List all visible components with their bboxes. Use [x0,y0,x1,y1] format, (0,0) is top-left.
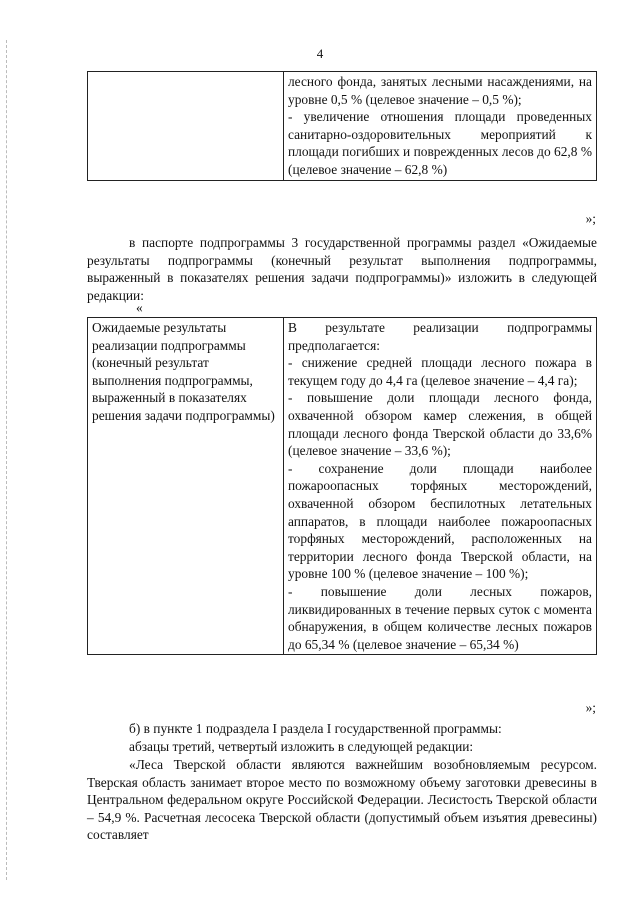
continuation-table [87,71,597,181]
table1-item: лесного фонда, занятых лесными насаждениями, на уровне 0,5 % (целевое значение – 0,5 %); [288,74,592,107]
table2-left-cell: Ожидаемые результаты реализации подпрограммы (конечный результат выполнения подпрограммы, выраженный в показателях решения задачи подпрограммы) [88,318,284,655]
table2-item: В результате реализации подпрограммы предполагается: [288,320,592,353]
table2-item: - повышение доли лесных пожаров, ликвидированных в течение первых суток с момента обнаружения, в общем количестве лесных пожаров до 65,34 % (целевое значение – 65,34 %) [288,583,592,652]
paragraph-subprogram-3: в паспорте подпрограммы 3 государственной программы раздел «Ожидаемые результаты подпрограммы (конечный результат выполнения подпрограммы, выраженный в показателях решения задачи подпрограммы)» изложить в следующей редакции: [87,235,597,303]
paragraph-item-b: б) в пункте 1 подраздела I раздела I государственной программы: [129,721,502,736]
closing-quote-1: »; [585,211,596,226]
page-number: 4 [316,46,324,61]
paragraph-abzacy: абзацы третий, четвертый изложить в следующей редакции: [129,739,474,754]
closing-quote-2: »; [585,700,596,715]
scan-margin-marks [6,40,10,880]
table2-item: - повышение доли площади лесного фонда, охваченной обзором камер слежения, в общей площади лесного фонда Тверской области до 33,6% (целевое значение – 33,6 %); [288,390,592,459]
table1-left-cell [88,72,284,181]
paragraph-forests: «Леса Тверской области являются важнейшим возобновляемым ресурсом. Тверская область занимает второе место по возможному объему заготовки древесины в Центральном федеральном округе Российской Федерации. Лесистость Тверской области – 54,9 %. Расчетная лесосека Тверской области (допустимый объем изъятия древесины) составляет [87,757,597,843]
table2-item: - сохранение доли площади наиболее пожароопасных торфяных месторождений, охваченной обзором беспилотных летательных аппаратов, в площади наиболее пожароопасных торфяных месторождений, расположенных на территории лесного фонда Тверской области, на уровне 100 % (целевое значение – 100 %); [288,460,592,582]
expected-results-table [87,317,597,655]
table2-item: - снижение средней площади лесного пожара в текущем году до 4,4 га (целевое значение – 4,4 га); [288,355,592,388]
table1-right-cell [284,72,597,181]
table2-right-cell [284,318,597,655]
opening-quote: « [136,300,143,315]
table1-item: - увеличение отношения площади проведенных санитарно-оздоровительных мероприятий к площади погибших и поврежденных лесов до 62,8 % (целевое значение – 62,8 %) [288,109,592,177]
